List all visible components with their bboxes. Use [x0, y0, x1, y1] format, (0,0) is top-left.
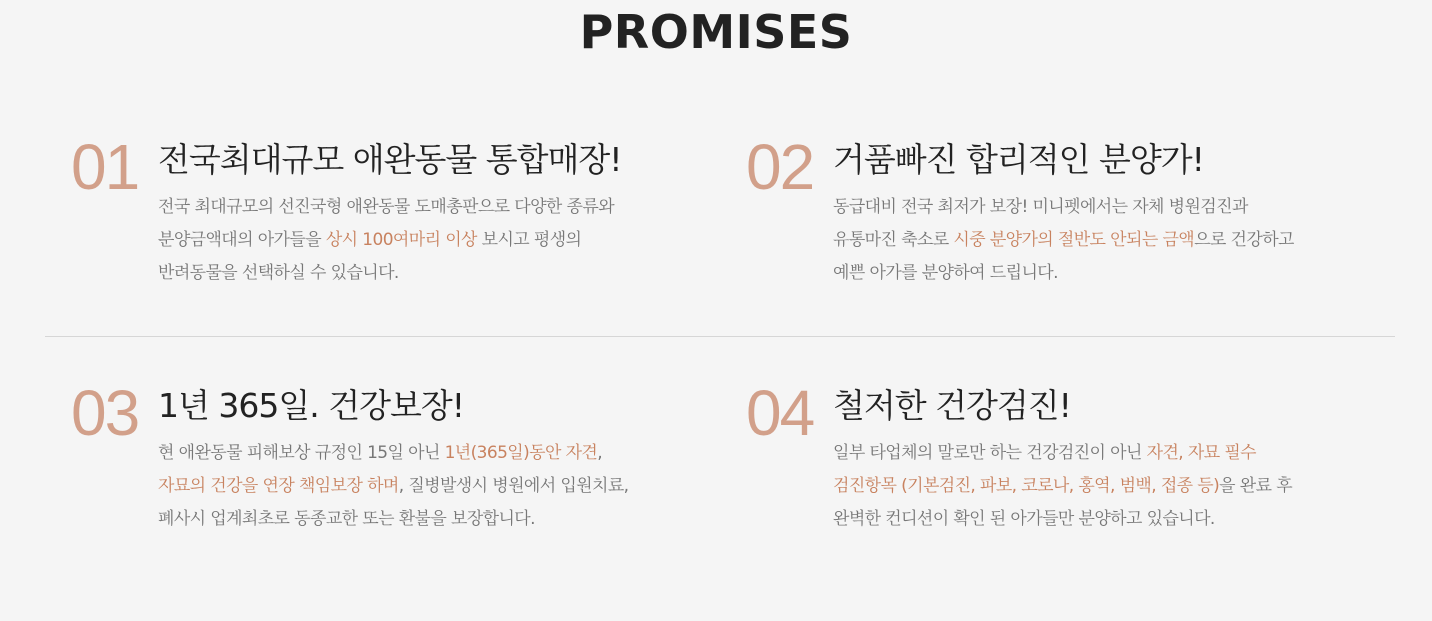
promise-number: 04 — [746, 377, 814, 449]
description-line — [158, 437, 718, 470]
description-text: 반려동물을 선택하실 수 있습니다. — [158, 263, 399, 283]
description-text: , — [597, 443, 603, 463]
description-line — [833, 437, 1393, 470]
section-title: PROMISES — [579, 5, 853, 59]
description-text: 으로 건강하고 — [1194, 230, 1294, 250]
highlighted-text: 1년(365일)동안 자견 — [444, 443, 598, 463]
description-text: 을 완료 후 — [1219, 476, 1293, 496]
description-line — [833, 503, 1393, 536]
description-line — [833, 191, 1393, 224]
description-line — [158, 503, 718, 536]
promise-description — [158, 191, 718, 290]
description-line — [833, 257, 1393, 290]
promise-description — [833, 437, 1393, 536]
promise-description — [158, 437, 718, 536]
highlighted-text: 상시 100여마리 이상 — [325, 230, 477, 250]
highlighted-text: 자묘의 건강을 연장 책임보장 하며 — [158, 476, 399, 496]
promise-heading: 1년 365일. 건강보장! — [158, 386, 464, 425]
description-text: 폐사시 업계최초로 동종교한 또는 환불을 보장합니다. — [158, 509, 535, 529]
description-text: 일부 타업체의 말로만 하는 건강검진이 아닌 — [833, 443, 1147, 463]
description-line — [833, 224, 1393, 257]
description-line — [158, 257, 718, 290]
description-text: , 질병발생시 병원에서 입원치료, — [398, 476, 629, 496]
description-line — [158, 191, 718, 224]
promise-heading: 전국최대규모 애완동물 통합매장! — [158, 140, 622, 179]
promise-description — [833, 191, 1393, 290]
highlighted-text: 자견, 자묘 필수 — [1146, 443, 1256, 463]
promise-number: 02 — [746, 131, 814, 203]
description-text: 현 애완동물 피해보상 규정인 15일 아닌 — [158, 443, 445, 463]
description-line — [158, 224, 718, 257]
promise-heading: 거품빠진 합리적인 분양가! — [833, 140, 1204, 179]
description-text: 완벽한 컨디션이 확인 된 아가들만 분양하고 있습니다. — [833, 509, 1215, 529]
description-text: 전국 최대규모의 선진국형 애완동물 도매총판으로 다양한 종류와 — [158, 197, 615, 217]
description-text: 분양금액대의 아가들을 — [158, 230, 326, 250]
section-divider — [45, 336, 1395, 337]
description-line — [833, 470, 1393, 503]
promise-number: 03 — [71, 377, 139, 449]
description-text: 보시고 평생의 — [476, 230, 582, 250]
promise-heading: 철저한 건강검진! — [833, 386, 1071, 425]
promise-number: 01 — [71, 131, 139, 203]
highlighted-text: 시중 분양가의 절반도 안되는 금액 — [953, 230, 1195, 250]
description-line — [158, 470, 718, 503]
description-text: 예쁜 아가를 분양하여 드립니다. — [833, 263, 1058, 283]
description-text: 유통마진 축소로 — [833, 230, 954, 250]
description-text: 동급대비 전국 최저가 보장! 미니펫에서는 자체 병원검진과 — [833, 197, 1248, 217]
highlighted-text: 검진항목 (기본검진, 파보, 코로나, 홍역, 범백, 접종 등) — [833, 476, 1220, 496]
